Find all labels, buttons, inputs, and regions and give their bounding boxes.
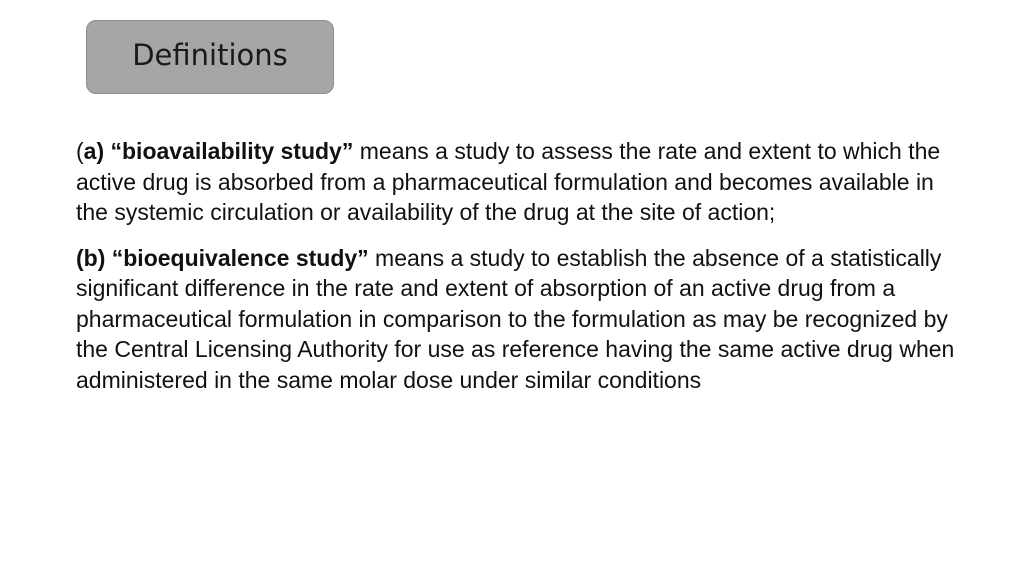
definition-term: (b) “bioequivalence study” xyxy=(76,244,369,271)
definition-text: means a study to establish the absence of a statistically significant difference in the rate and extent of absorption of an active drug from a pharmaceutical formulation in comparison to the formulation as may be recognized by the Central Licensing Authority for use as reference having the same active drug when administered in the same molar dose under similar conditions xyxy=(76,244,955,393)
definition-text: means a study to assess the rate and extent to which the active drug is absorbed from a pharmaceutical formulation and becomes available in the systemic circulation or availability of the drug at the site of action; xyxy=(76,138,941,225)
slide-title: Definitions xyxy=(132,38,288,72)
definitions-body xyxy=(76,136,956,395)
definition-term: a) “bioavailability study” xyxy=(83,138,354,164)
definition-bioavailability xyxy=(76,136,956,228)
title-box xyxy=(86,20,334,94)
definition-open-paren: ( xyxy=(76,138,84,164)
definition-bioequivalence xyxy=(76,243,956,396)
